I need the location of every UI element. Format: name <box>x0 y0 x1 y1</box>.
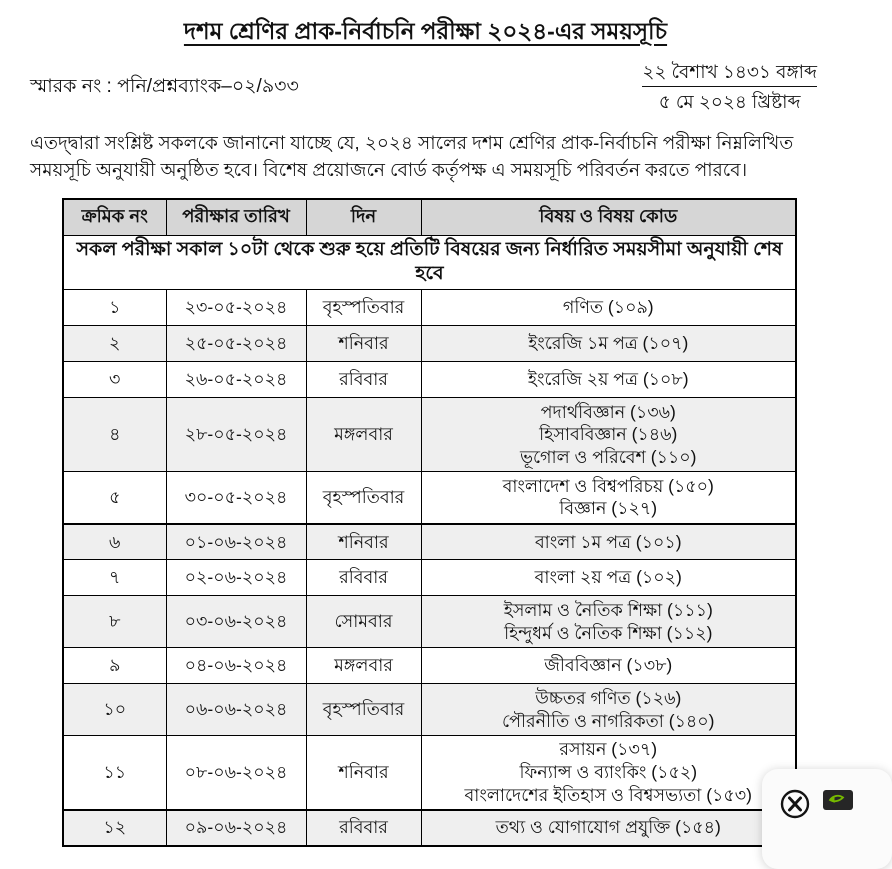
date-cell: ২৩-০৫-২০২৪ <box>166 290 306 326</box>
subject-cell <box>421 524 796 560</box>
serial-cell: ১০ <box>63 684 166 736</box>
table-row <box>63 736 796 810</box>
serial-cell: ৪ <box>63 398 166 472</box>
day-cell: বৃহস্পতিবার <box>306 472 421 524</box>
subject-cell <box>421 684 796 736</box>
serial-cell: ১ <box>63 290 166 326</box>
subject-line: হিসাববিজ্ঞান (১৪৬) <box>539 424 678 445</box>
subject-cell <box>421 560 796 596</box>
date-block <box>642 60 817 113</box>
day-cell: শনিবার <box>306 736 421 810</box>
date-cell: ২৬-০৫-২০২৪ <box>166 362 306 398</box>
subject-line: ইংরেজি ১ম পত্র (১০৭) <box>528 333 689 354</box>
nvidia-icon[interactable] <box>823 788 853 817</box>
serial-cell: ৭ <box>63 560 166 596</box>
day-cell: রবিবার <box>306 560 421 596</box>
serial-cell: ২ <box>63 326 166 362</box>
date-cell: ০৮-০৬-২০২৪ <box>166 736 306 810</box>
day-cell: সোমবার <box>306 596 421 648</box>
page-title <box>0 13 851 52</box>
table-caption-row <box>63 235 796 289</box>
date-cell: ০৯-০৬-২০২৪ <box>166 810 306 846</box>
table-row <box>63 596 796 648</box>
day-cell: বৃহস্পতিবার <box>306 684 421 736</box>
serial-cell: ১২ <box>63 810 166 846</box>
meta-row <box>30 60 817 113</box>
col-header-day: দিন <box>306 199 421 236</box>
col-header-date: পরীক্ষার তারিখ <box>166 199 306 236</box>
date-cell: ২৮-০৫-২০২৪ <box>166 398 306 472</box>
date-cell: ০৩-০৬-২০২৪ <box>166 596 306 648</box>
subject-line: বিজ্ঞান (১২৭) <box>559 498 658 519</box>
day-cell: মঙ্গলবার <box>306 398 421 472</box>
serial-cell: ৩ <box>63 362 166 398</box>
table-row <box>63 326 796 362</box>
subject-line: ইংরেজি ২য় পত্র (১০৮) <box>527 369 689 390</box>
subject-line: জীববিজ্ঞান (১৩৮) <box>544 655 673 676</box>
date-cell: ০১-০৬-২০২৪ <box>166 524 306 560</box>
day-cell: বৃহস্পতিবার <box>306 290 421 326</box>
subject-cell <box>421 736 796 810</box>
subject-line: ভূগোল ও পরিবেশ (১১০) <box>519 447 697 468</box>
subject-line: পদার্থবিজ্ঞান (১৩৬) <box>540 401 676 422</box>
table-row <box>63 524 796 560</box>
subject-line: রসায়ন (১৩৭) <box>559 739 658 760</box>
table-row <box>63 290 796 326</box>
subject-line: গণিত (১০৯) <box>562 297 654 318</box>
serial-cell: ৬ <box>63 524 166 560</box>
day-cell: মঙ্গলবার <box>306 648 421 684</box>
subject-cell <box>421 596 796 648</box>
serial-cell: ৮ <box>63 596 166 648</box>
subject-line: উচ্চতর গণিত (১২৬) <box>535 687 682 708</box>
subject-line: ফিন্যান্স ও ব্যাংকিং (১৫২) <box>519 762 698 783</box>
xbox-icon[interactable] <box>779 788 811 825</box>
table-caption: সকল পরীক্ষা সকাল ১০টা থেকে শুরু হয়ে প্রতিটি বিষয়ের জন্য নির্ধারিত সময়সীমা অনুযায়ী শেষ হবে <box>63 235 796 289</box>
subject-cell <box>421 472 796 524</box>
exam-notice-document <box>0 13 851 838</box>
exam-schedule-table <box>62 198 797 847</box>
col-header-serial: ক্রমিক নং <box>63 199 166 236</box>
date-bangla: ২২ বৈশাখ ১৪৩১ বঙ্গাব্দ <box>642 60 817 87</box>
day-cell: রবিবার <box>306 810 421 846</box>
table-row <box>63 810 796 846</box>
table-row <box>63 398 796 472</box>
page-title-text: দশম শ্রেণির প্রাক-নির্বাচনি পরীক্ষা ২০২৪-এর সময়সূচি <box>183 18 668 44</box>
subject-line: বাংলাদেশ ও বিশ্বপরিচয় (১৫০) <box>502 475 714 496</box>
col-header-subject: বিষয় ও বিষয় কোড <box>421 199 796 236</box>
subject-line: তথ্য ও যোগাযোগ প্রযুক্তি (১৫৪) <box>495 817 721 838</box>
table-row <box>63 472 796 524</box>
date-cell: ০৪-০৬-২০২৪ <box>166 648 306 684</box>
subject-line: বাংলাদেশের ইতিহাস ও বিশ্বসভ্যতা (১৫৩) <box>464 784 752 805</box>
serial-cell: ৯ <box>63 648 166 684</box>
day-cell: শনিবার <box>306 326 421 362</box>
subject-cell <box>421 290 796 326</box>
subject-line: হিন্দুধর্ম ও নৈতিক শিক্ষা (১১২) <box>504 622 713 643</box>
subject-line: বাংলা ২য় পত্র (১০২) <box>534 567 682 588</box>
day-cell: শনিবার <box>306 524 421 560</box>
day-cell: রবিবার <box>306 362 421 398</box>
subject-line: পৌরনীতি ও নাগরিকতা (১৪০) <box>502 710 715 731</box>
table-row <box>63 684 796 736</box>
date-cell: ০২-০৬-২০২৪ <box>166 560 306 596</box>
table-header-row <box>63 199 796 236</box>
date-gregorian: ৫ মে ২০২৪ খ্রিষ্টাব্দ <box>658 91 801 113</box>
date-cell: ০৬-০৬-২০২৪ <box>166 684 306 736</box>
subject-line: ইসলাম ও নৈতিক শিক্ষা (১১১) <box>503 599 713 620</box>
table-row <box>63 362 796 398</box>
subject-cell <box>421 398 796 472</box>
serial-cell: ১১ <box>63 736 166 810</box>
subject-line: বাংলা ১ম পত্র (১০১) <box>534 531 682 552</box>
game-bar-overlay <box>762 769 892 869</box>
subject-cell <box>421 648 796 684</box>
notice-paragraph: এতদ্দ্বারা সংশ্লিষ্ট সকলকে জানানো যাচ্ছে যে, ২০২৪ সালের দশম শ্রেণির প্রাক-নির্বাচনি পরীক্ষা নিম্নলিখিত সময়সূচি অনুযায়ী অনুষ্ঠিত হবে। বিশেষ প্রয়োজনে বোর্ড কর্তৃপক্ষ এ সময়সূচি পরিবর্তন করতে পারবে। <box>30 132 794 180</box>
subject-cell <box>421 362 796 398</box>
memo-number: স্মারক নং : পনি/প্রশ্নব্যাংক–০২/৯৩৩ <box>30 76 299 97</box>
date-cell: ৩০-০৫-২০২৪ <box>166 472 306 524</box>
serial-cell: ৫ <box>63 472 166 524</box>
table-row <box>63 560 796 596</box>
subject-cell <box>421 326 796 362</box>
date-cell: ২৫-০৫-২০২৪ <box>166 326 306 362</box>
subject-cell <box>421 810 796 846</box>
table-row <box>63 648 796 684</box>
